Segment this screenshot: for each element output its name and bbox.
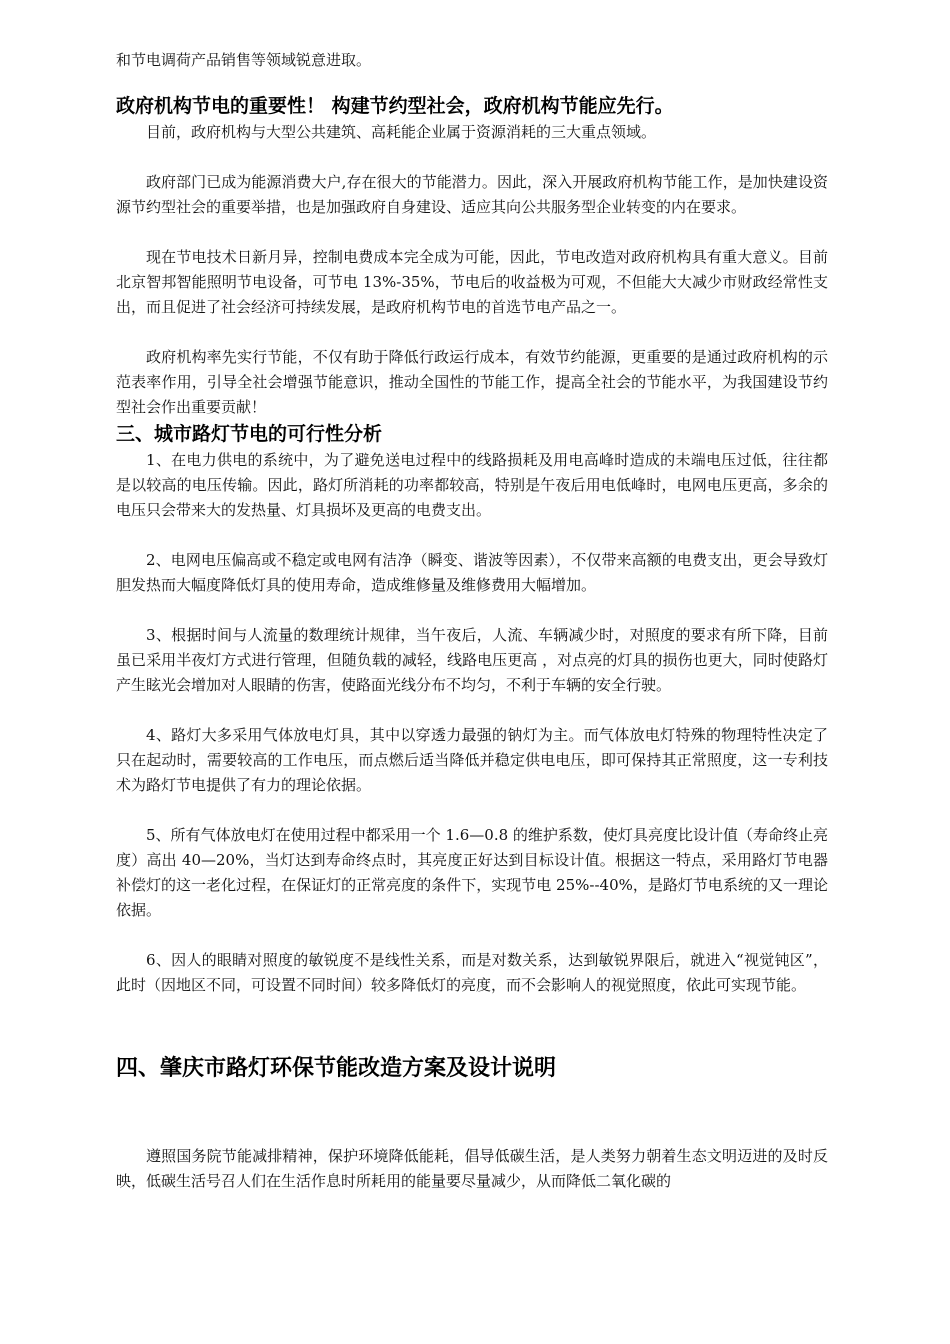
paragraph: 6、因人的眼睛对照度的敏锐度不是线性关系，而是对数关系，达到敏锐界限后，就进入“视觉钝区”，此时（因地区不同，可设置不同时间）较多降低灯的亮度，而不会影响人的视觉照度，依此可实现节能。	[116, 951, 828, 994]
section-heading-feasibility: 三、城市路灯节电的可行性分析	[116, 423, 383, 445]
paragraph: 2、电网电压偏高或不稳定或电网有洁净（瞬变、谐波等因素），不仅带来高额的电费支出，更会导致灯胆发热而大幅度降低灯具的使用寿命，造成维修量及维修费用大幅增加。	[116, 551, 828, 594]
lead-line: 和节电调荷产品销售等领域锐意进取。	[116, 51, 372, 69]
paragraph: 5、所有气体放电灯在使用过程中都采用一个 1.6—0.8 的维护系数，使灯具亮度比设计值（寿命终止亮度）高出 40—20%，当灯达到寿命终点时，其亮度正好达到目标设计值。根据这一特点，采用路灯节电器补偿灯的这一老化过程，在保证灯的正常亮度的条件下，实现节电 25%--40%，是路灯节电系统的又一理论依据。	[116, 826, 828, 919]
paragraph: 1、在电力供电的系统中，为了避免送电过程中的线路损耗及用电高峰时造成的未端电压过低，往往都是以较高的电压传输。因此，路灯所消耗的功率都较高，特别是午夜后用电低峰时，电网电压更高，多余的电压只会带来大的发热量、灯具损坏及更高的电费支出。	[116, 451, 828, 519]
paragraph: 政府机构率先实行节能，不仅有助于降低行政运行成本，有效节约能源，更重要的是通过政府机构的示范表率作用，引导全社会增强节能意识，推动全国性的节能工作，提高全社会的节能水平，为我国建设节约型社会作出重要贡献！	[116, 348, 828, 416]
paragraph: 现在节电技术日新月异，控制电费成本完全成为可能，因此，节电改造对政府机构具有重大意义。目前 北京智邦智能照明节电设备，可节电 13%-35%，节电后的收益极为可观，不但能大大减少市财政经常性支出，而且促进了社会经济可持续发展，是政府机构节电的首选节电产品之一。	[116, 248, 828, 316]
paragraph: 3、根据时间与人流量的数理统计规律，当午夜后，人流、车辆减少时，对照度的要求有所下降，目前虽已采用半夜灯方式进行管理，但随负载的减轻，线路电压更高 ，对点亮的灯具的损伤也更大，同时使路灯产生眩光会增加对人眼睛的伤害，使路面光线分布不均匀，不利于车辆的安全行驶。	[116, 626, 828, 694]
section-heading-gov: 政府机构节电的重要性！ 构建节约型社会，政府机构节能应先行。	[116, 95, 674, 117]
paragraph: 4、路灯大多采用气体放电灯具，其中以穿透力最强的钠灯为主。而气体放电灯特殊的物理特性决定了只在起动时，需要较高的工作电压，而点燃后适当降低并稳定供电电压，即可保持其正常照度，这一专利技术为路灯节电提供了有力的理论依据。	[116, 726, 828, 794]
section-heading-plan: 四、肇庆市路灯环保节能改造方案及设计说明	[116, 1056, 557, 1081]
paragraph: 政府部门已成为能源消费大户,存在很大的节能潜力。因此，深入开展政府机构节能工作，是加快建设资源节约型社会的重要举措，也是加强政府自身建设、适应其向公共服务型企业转变的内在要求。	[116, 173, 828, 216]
paragraph: 目前，政府机构与大型公共建筑、高耗能企业属于资源消耗的三大重点领域。	[146, 123, 657, 141]
document-page	[116, 0, 828, 1194]
paragraph: 遵照国务院节能减排精神，保护环境降低能耗，倡导低碳生活，是人类努力朝着生态文明迈进的及时反映，低碳生活号召人们在生活作息时所耗用的能量要尽量减少，从而降低二氧化碳的	[116, 1147, 828, 1190]
